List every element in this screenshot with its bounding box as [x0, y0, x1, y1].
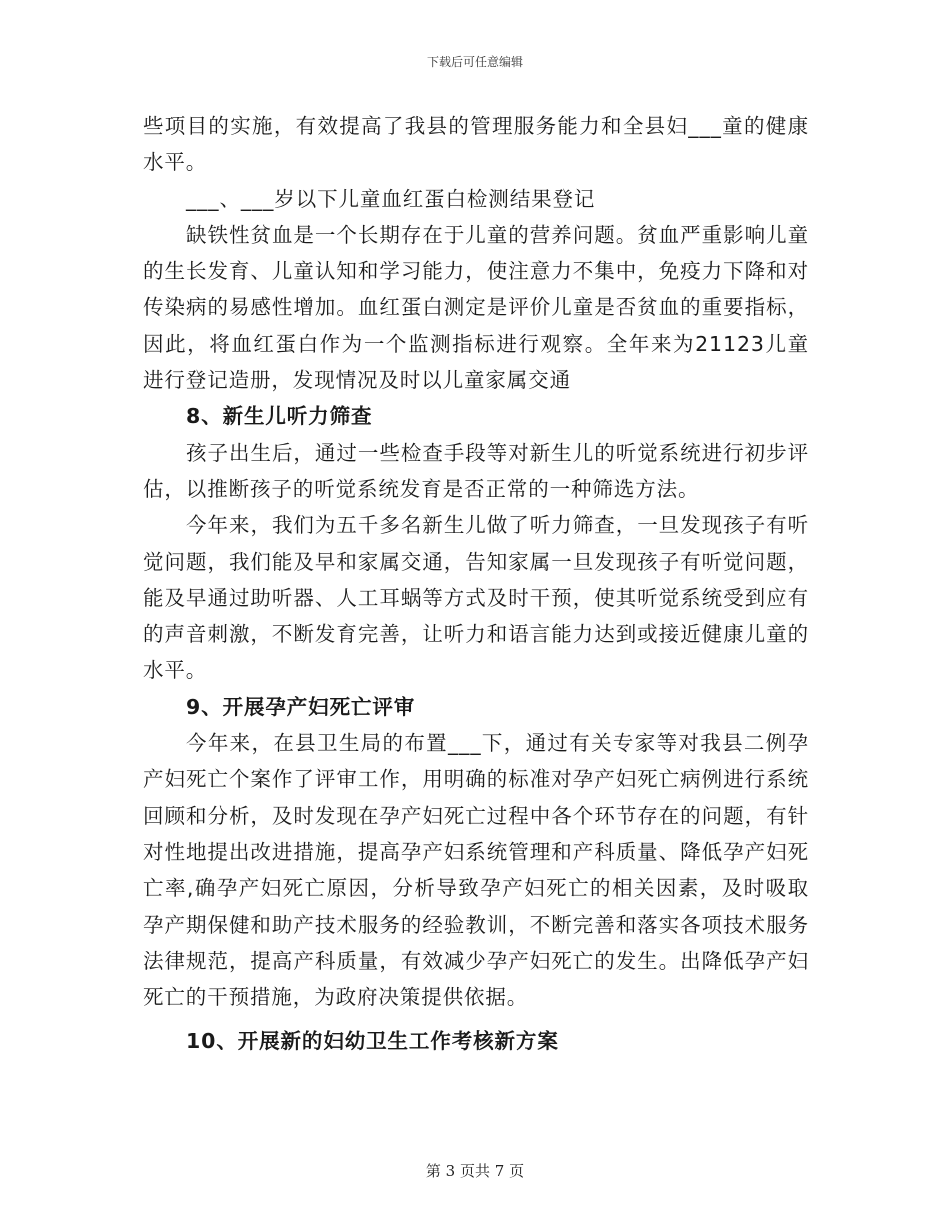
paragraph-hearing-screening: 今年来，我们为五千多名新生儿做了听力筛查，一旦发现孩子有听觉问题，我们能及早和家属交通，告知家属一旦发现孩子有听觉问题，能及早通过助听器、人工耳蜗等方式及时干预，使其听觉系统受到应有的声音刺激，不断发育完善，让听力和语言能力达到或接近健康儿童的水平。 [143, 513, 809, 683]
paragraph-hearing-definition: 孩子出生后，通过一些检查手段等对新生儿的听觉系统进行初步评估，以推断孩子的听觉系统发育是否正常的一种筛选方法。 [143, 440, 809, 501]
paragraph-maternal-death-review: 今年来，在县卫生局的布置___下，通过有关专家等对我县二例孕产妇死亡个案作了评审工作，用明确的标准对孕产妇死亡病例进行系统回顾和分析，及时发现在孕产妇死亡过程中各个环节存在的问题，有针对性地提出改进措施，提高孕产妇系统管理和产科质量、降低孕产妇死亡率,确孕产妇死亡原因，分析导致孕产妇死亡的相关因素，及时吸取孕产期保健和助产技术服务的经验教训，不断完善和落实各项技术服务法律规范，提高产科质量，有效减少孕产妇死亡的发生。出降低孕产妇死亡的干预措施，为政府决策提供依据。 [143, 731, 809, 1010]
paragraph-continuation: 些项目的实施，有效提高了我县的管理服务能力和全县妇___童的健康水平。 [143, 114, 809, 175]
paragraph-anemia: 缺铁性贫血是一个长期存在于儿童的营养问题。贫血严重影响儿童的生长发育、儿童认知和学习能力，使注意力不集中，免疫力下降和对传染病的易感性增加。血红蛋白测定是评价儿童是否贫血的重要指标，因此，将血红蛋白作为一个监测指标进行观察。全年来为21123儿童进行登记造册，发现情况及时以儿童家属交通 [143, 222, 809, 393]
page-indicator: 第 3 页共 7 页 [425, 1162, 525, 1180]
section-heading-10: 10、开展新的妇幼卫生工作考核新方案 [186, 1029, 559, 1054]
document-body [143, 108, 809, 1060]
section-heading-9: 9、开展孕产妇死亡评审 [186, 694, 416, 719]
header-note: 下载后可任意编辑 [426, 55, 523, 69]
paragraph-subheading-hemoglobin: ___、___岁以下儿童血红蛋白检测结果登记 [186, 186, 596, 211]
section-heading-8: 8、新生儿听力筛查 [186, 404, 373, 429]
